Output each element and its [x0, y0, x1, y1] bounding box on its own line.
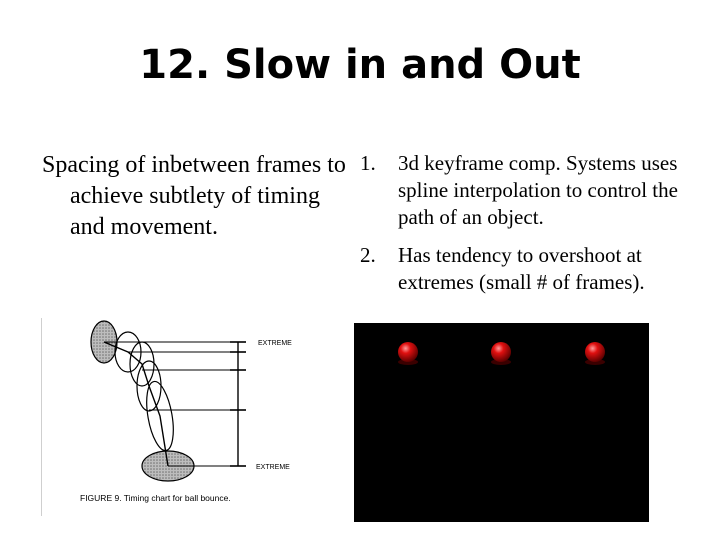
point-text: 3d keyframe comp. Systems uses spline interpolation to control the path of an object. — [398, 151, 678, 229]
numbered-points — [360, 150, 690, 307]
point-number: 1. — [360, 151, 376, 175]
point-item — [360, 150, 690, 231]
ball-bounce-timing-chart — [41, 318, 312, 516]
red-ball — [488, 340, 514, 366]
timing-chart-drawing — [42, 318, 312, 516]
red-ball — [582, 340, 608, 366]
animation-panel — [354, 323, 649, 522]
point-text: Has tendency to overshoot at extremes (small # of frames). — [398, 243, 645, 294]
figure-caption: FIGURE 9. Timing chart for ball bounce. — [80, 493, 231, 503]
extreme-label-bottom: EXTREME — [256, 464, 290, 471]
red-ball — [395, 340, 421, 366]
point-item — [360, 242, 690, 296]
slide-title: 12. Slow in and Out — [139, 42, 581, 88]
left-description: Spacing of inbetween frames to achieve subtlety of timing and movement. — [42, 152, 346, 240]
extreme-label-top: EXTREME — [258, 340, 292, 347]
point-number: 2. — [360, 243, 376, 267]
ball-path-line — [104, 342, 168, 466]
